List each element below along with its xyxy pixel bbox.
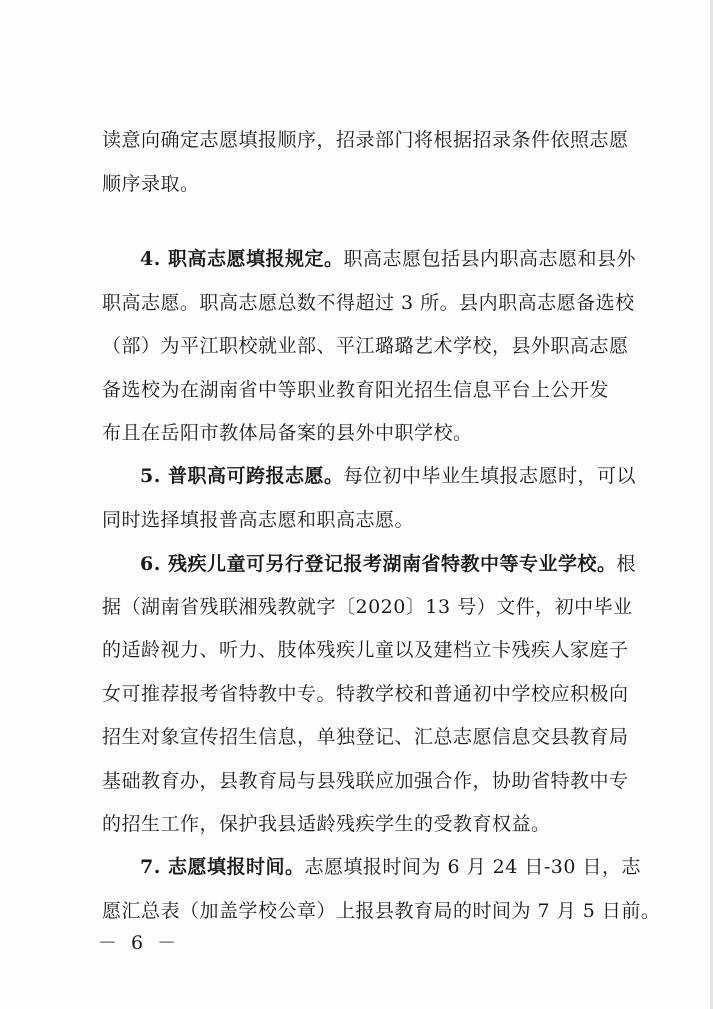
paragraph-line [102,682,629,706]
item-4-heading: 4. 职高志愿填报规定。 [140,248,344,270]
line-text: 的适龄视力、听力、肢体残疾儿童以及建档立卡残疾人家庭子 [102,639,629,661]
paragraph-line [102,769,629,793]
line-text: 女可推荐报考省特教中专。特教学校和普通初中学校应积极向 [102,683,629,705]
item-7-heading: 7. 志愿填报时间。 [140,856,305,878]
line-text: 顺序录取。 [102,173,200,195]
line-text: 备选校为在湖南省中等职业教育阳光招生信息平台上公开发 [102,379,610,401]
paragraph-line [102,378,612,402]
paragraph-line [102,334,629,358]
line-text: 志愿填报时间为 6 月 24 日-30 日，志 [304,856,642,878]
item-5-heading: 5. 普职高可跨报志愿。 [140,465,344,487]
line-text: （部）为平江职校就业部、平江璐璐艺术学校，县外职高志愿 [102,335,629,357]
paragraph-line [102,899,661,923]
paragraph-line [102,812,612,836]
paragraph-line [102,291,635,315]
line-text: 职高志愿。职高志愿总数不得超过 3 所。县内职高志愿备选校 [102,292,635,314]
line-text: 读意向确定志愿填报顺序，招录部门将根据招录条件依照志愿 [102,129,629,151]
paragraph-line [102,638,629,662]
line-text: 基础教育办，县教育局与县残联应加强合作，协助省特教中专 [102,770,629,792]
item-4-line [140,247,636,271]
line-text: 愿汇总表（加盖学校公章）上报县教育局的时间为 7 月 5 日前。 [102,900,661,922]
paragraph-line [102,128,629,152]
paragraph-line [102,172,612,196]
paragraph-line [102,725,629,749]
paragraph-line [102,421,612,445]
line-text: 每位初中毕业生填报志愿时，可以 [343,465,636,487]
item-5-line [140,464,636,488]
line-text: 根 [616,553,636,575]
line-text: 布且在岳阳市教体局备案的县外中职学校。 [102,422,473,444]
line-text: 的招生工作，保护我县适龄残疾学生的受教育权益。 [102,813,551,835]
page-number: － 6 － [98,932,181,954]
line-text: 同时选择填报普高志愿和职高志愿。 [102,509,415,531]
line-text: 职高志愿包括县内职高志愿和县外 [343,248,636,270]
item-7-line [140,855,642,879]
item-6-heading: 6. 残疾儿童可另行登记报考湖南省特教中等专业学校。 [140,553,617,575]
line-text: 据（湖南省残联湘残教就字〔2020〕13 号）文件，初中毕业 [102,596,633,618]
paragraph-line [102,595,633,619]
item-6-line [140,552,636,576]
line-text: 招生对象宣传招生信息，单独登记、汇总志愿信息交县教育局 [102,726,629,748]
paragraph-line [102,508,612,532]
